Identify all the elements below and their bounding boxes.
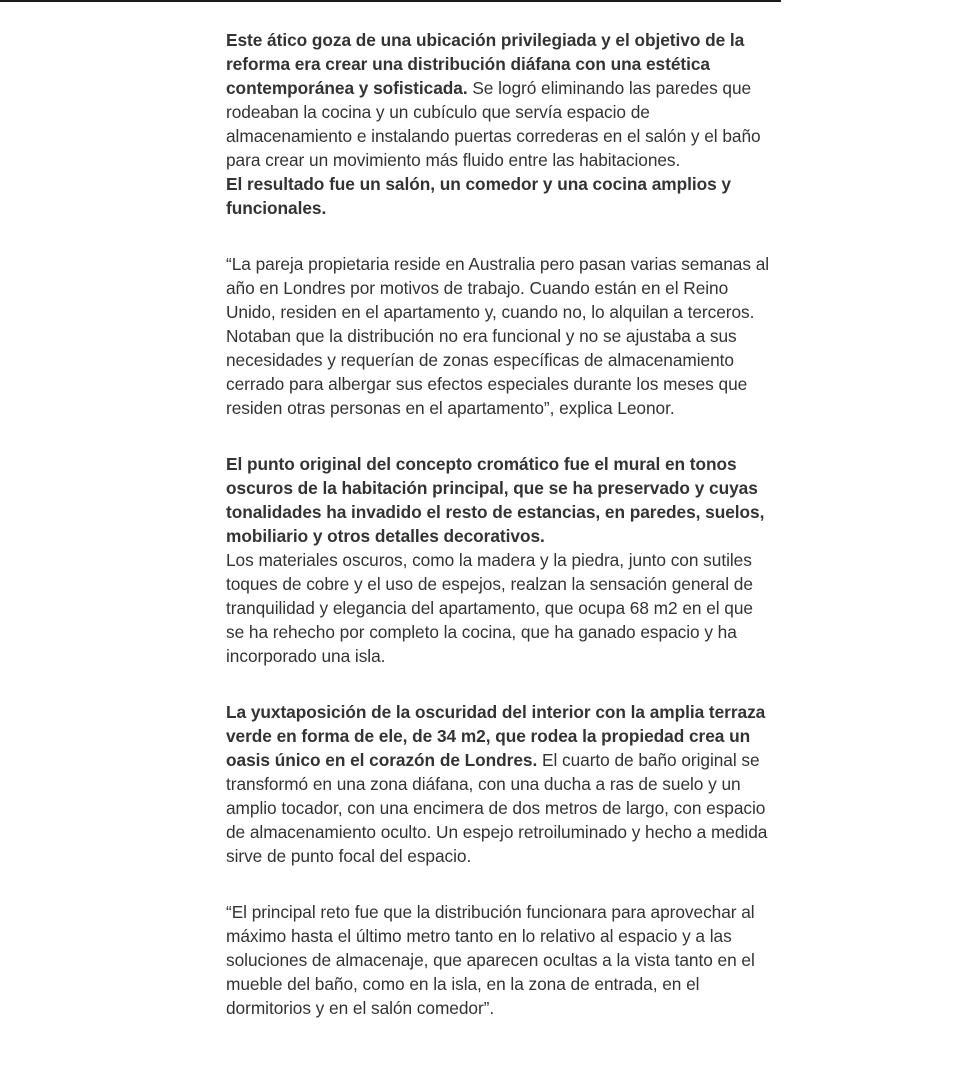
paragraph-3-lead: El punto original del concepto cromático fue el mural en tonos oscuros de la habitación principal, que se ha preservado y cuyas tonalidades ha invadido el resto de estancias, en paredes, suelos, mobiliario y otros detalles decorativos. — [226, 454, 765, 546]
paragraph-1-lead: Este ático goza de una ubicación privilegiada y el objetivo de la reforma era crear una distribución diáfana con una estética contemporánea y sofisticada. — [226, 30, 745, 98]
paragraph-3 — [226, 452, 771, 668]
paragraph-2-body: “La pareja propietaria reside en Australia pero pasan varias semanas al año en Londres por motivos de trabajo. Cuando están en el Reino Unido, residen en el apartamento y, cuando no, lo alquilan a terceros. Notaban que la distribución no era funcional y no se ajustaba a sus necesidades y requerían de zonas específicas de almacenamiento cerrado para albergar sus efectos especiales durante los meses que residen otras personas en el apartamento”, explica Leonor. — [226, 254, 770, 418]
paragraph-5 — [226, 900, 771, 1020]
paragraph-4-body: El cuarto de baño original se transformó en una zona diáfana, con una ducha a ras de suelo y un amplio tocador, con una encimera de dos metros de largo, con espacio de almacenamiento oculto. Un espejo retroiluminado y hecho a medida sirve de punto focal del espacio. — [226, 750, 768, 866]
paragraph-1-tail: El resultado fue un salón, un comedor y una cocina amplios y funcionales. — [226, 174, 731, 218]
paragraph-1 — [226, 28, 771, 220]
paragraph-2 — [226, 252, 771, 420]
paragraph-1-body: Se logró eliminando las paredes que rodeaban la cocina y un cubículo que servía espacio de almacenamiento e instalando puertas correderas en el salón y el baño para crear un movimiento más fluido entre las habitaciones. — [226, 78, 761, 170]
paragraph-4 — [226, 700, 771, 868]
paragraph-4-lead: La yuxtaposición de la oscuridad del interior con la amplia terraza verde en forma de ele, de 34 m2, que rodea la propiedad crea un oasis único en el corazón de Londres. — [226, 702, 766, 770]
paragraph-3-body: Los materiales oscuros, como la madera y la piedra, junto con sutiles toques de cobre y el uso de espejos, realzan la sensación general de tranquilidad y elegancia del apartamento, que ocupa 68 m2 en el que se ha rehecho por completo la cocina, que ha ganado espacio y ha incorporado una isla. — [226, 550, 753, 666]
article-body — [226, 28, 771, 1020]
paragraph-5-body: “El principal reto fue que la distribución funcionara para aprovechar al máximo hasta el último metro tanto en lo relativo al espacio y a las soluciones de almacenaje, que aparecen ocultas a la vista tanto en el mueble del baño, como en la isla, en la zona de entrada, en el dormitorios y en el salón comedor”. — [226, 902, 755, 1018]
top-divider — [0, 0, 781, 2]
